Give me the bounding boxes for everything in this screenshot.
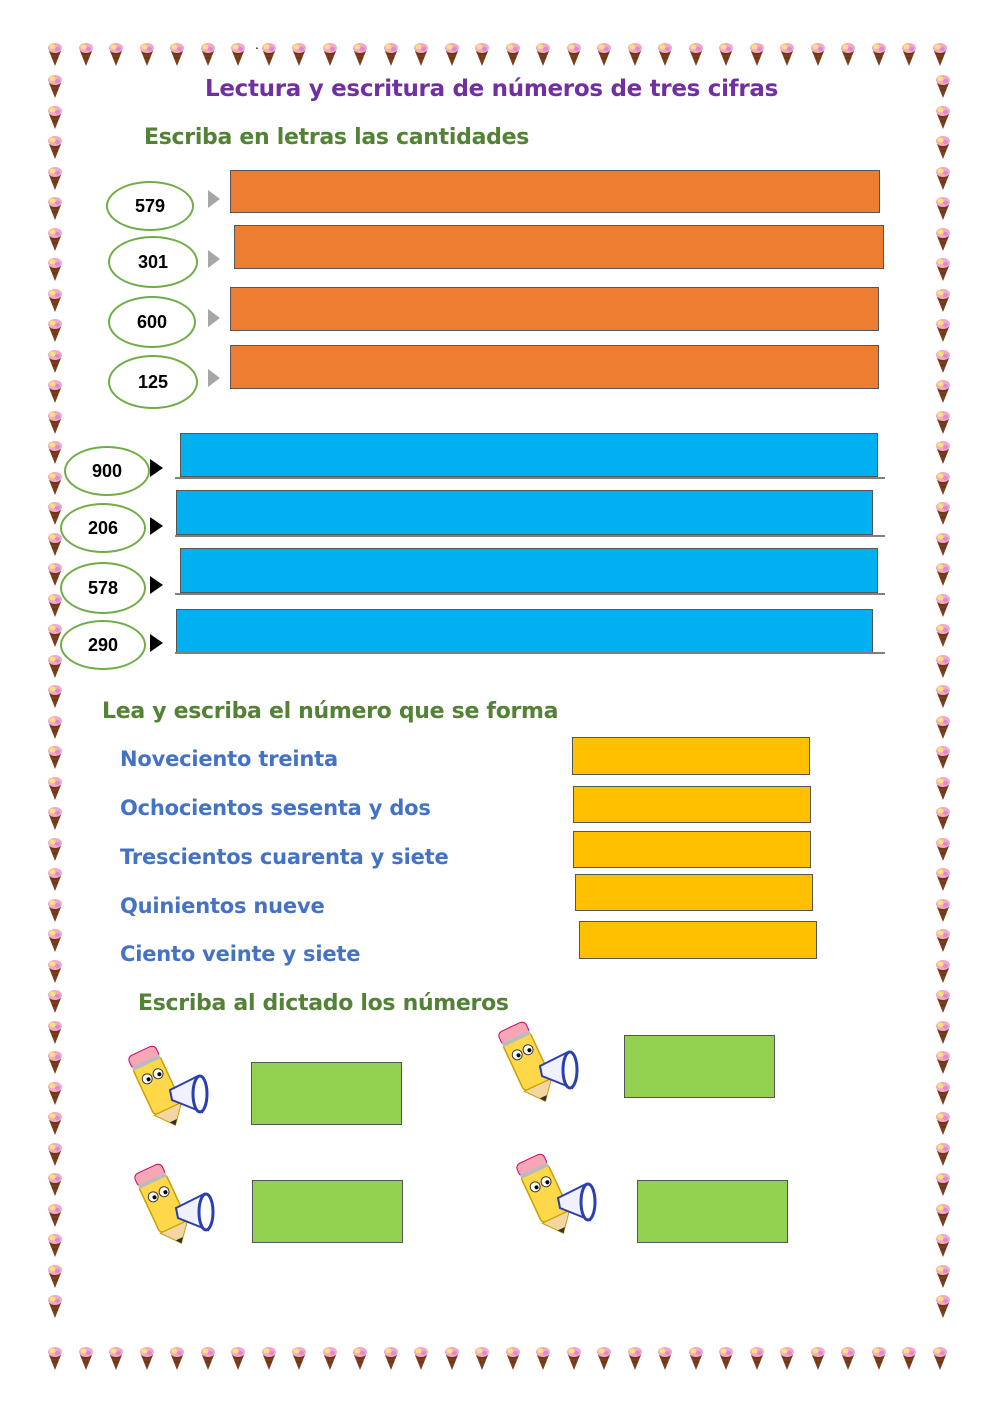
ice-cream-cone-icon [936,136,950,159]
ice-cream-cone-icon [48,868,62,891]
ice-cream-cone-icon [48,685,62,708]
ice-cream-cone-icon [48,716,62,739]
ice-cream-cone-icon [48,1204,62,1227]
ice-cream-cone-icon [936,533,950,556]
ice-cream-cone-icon [109,1347,123,1370]
ice-cream-cone-icon [936,289,950,312]
ice-cream-cone-icon [811,1347,825,1370]
ice-cream-cone-icon [936,502,950,525]
ice-cream-cone-icon [628,43,642,66]
ice-cream-cone-icon [936,899,950,922]
answer-box-yellow[interactable] [575,874,813,911]
writing-line [175,477,885,479]
ice-cream-cone-icon [689,43,703,66]
ice-cream-cone-icon [567,1347,581,1370]
ice-cream-cone-icon [780,1347,794,1370]
ice-cream-cone-icon [902,1347,916,1370]
ice-cream-cone-icon [48,1021,62,1044]
answer-bar-blue[interactable] [176,609,873,654]
ice-cream-cone-icon [48,502,62,525]
ice-cream-cone-icon [48,1112,62,1135]
ice-cream-cone-icon [201,1347,215,1370]
ice-cream-cone-icon [936,563,950,586]
arrow-right-icon [208,190,220,208]
ice-cream-cone-icon [48,777,62,800]
ice-cream-cone-icon [506,1347,520,1370]
ice-cream-cone-icon [48,1265,62,1288]
ice-cream-cone-icon [936,868,950,891]
pencil-megaphone-icon [508,1148,608,1238]
stray-dot: . [255,36,259,52]
ice-cream-cone-icon [658,43,672,66]
ice-cream-cone-icon [936,1112,950,1135]
ice-cream-cone-icon [936,624,950,647]
ice-cream-cone-icon [48,75,62,98]
ice-cream-cone-icon [936,258,950,281]
ice-cream-cone-icon [536,1347,550,1370]
ice-cream-cone-icon [936,960,950,983]
ice-cream-cone-icon [48,197,62,220]
writing-line [175,535,885,537]
number-phrase: Quinientos nueve [120,894,325,918]
ice-cream-cone-icon [262,1347,276,1370]
ice-cream-cone-icon [936,1265,950,1288]
ice-cream-cone-icon [48,838,62,861]
ice-cream-cone-icon [48,533,62,556]
ice-cream-cone-icon [811,43,825,66]
number-oval: 206 [60,503,146,553]
dictation-box[interactable] [624,1035,775,1098]
ice-cream-cone-icon [48,1051,62,1074]
number-oval: 579 [106,181,194,231]
ice-cream-cone-icon [231,43,245,66]
ice-cream-cone-icon [841,1347,855,1370]
arrow-right-icon [208,250,220,268]
ice-cream-cone-icon [48,1173,62,1196]
ice-cream-cone-icon [48,441,62,464]
ice-cream-cone-icon [872,43,886,66]
ice-cream-cone-icon [936,594,950,617]
dictation-box[interactable] [252,1180,403,1243]
ice-cream-cone-icon [936,746,950,769]
ice-cream-cone-icon [48,990,62,1013]
ice-cream-cone-icon [48,1234,62,1257]
ice-cream-cone-icon [140,43,154,66]
number-oval: 578 [60,562,146,614]
ice-cream-cone-icon [475,1347,489,1370]
ice-cream-cone-icon [658,1347,672,1370]
section3-heading: Escriba al dictado los números [138,991,509,1016]
ice-cream-cone-icon [936,106,950,129]
ice-cream-cone-icon [902,43,916,66]
answer-bar-blue[interactable] [180,433,878,477]
answer-bar-blue[interactable] [176,490,873,535]
ice-cream-cone-icon [841,43,855,66]
ice-cream-cone-icon [936,929,950,952]
ice-cream-cone-icon [48,472,62,495]
ice-cream-cone-icon [414,1347,428,1370]
ice-cream-cone-icon [936,1295,950,1318]
arrow-right-icon [150,517,163,535]
ice-cream-cone-icon [109,43,123,66]
number-oval: 900 [64,446,150,496]
ice-cream-cone-icon [48,167,62,190]
writing-line [175,652,885,654]
ice-cream-cone-icon [936,807,950,830]
ice-cream-cone-icon [597,43,611,66]
answer-box-yellow[interactable] [573,831,811,868]
ice-cream-cone-icon [384,1347,398,1370]
pencil-megaphone-icon [490,1016,590,1106]
ice-cream-cone-icon [48,807,62,830]
ice-cream-cone-icon [48,1082,62,1105]
ice-cream-cone-icon [170,43,184,66]
ice-cream-cone-icon [936,1234,950,1257]
number-phrase: Noveciento treinta [120,747,338,771]
ice-cream-cone-icon [353,43,367,66]
ice-cream-cone-icon [384,43,398,66]
ice-cream-cone-icon [48,136,62,159]
ice-cream-cone-icon [48,43,62,66]
arrow-right-icon [208,309,220,327]
ice-cream-cone-icon [323,43,337,66]
ice-cream-cone-icon [48,746,62,769]
ice-cream-cone-icon [936,716,950,739]
ice-cream-cone-icon [936,167,950,190]
ice-cream-cone-icon [414,43,428,66]
ice-cream-cone-icon [936,1051,950,1074]
ice-cream-cone-icon [262,43,276,66]
ice-cream-cone-icon [48,929,62,952]
ice-cream-cone-icon [323,1347,337,1370]
ice-cream-cone-icon [936,655,950,678]
ice-cream-cone-icon [936,990,950,1013]
ice-cream-cone-icon [79,1347,93,1370]
ice-cream-cone-icon [48,228,62,251]
ice-cream-cone-icon [170,1347,184,1370]
ice-cream-cone-icon [48,258,62,281]
ice-cream-cone-icon [936,411,950,434]
dictation-box[interactable] [251,1062,402,1125]
ice-cream-cone-icon [933,43,947,66]
ice-cream-cone-icon [353,1347,367,1370]
ice-cream-cone-icon [936,75,950,98]
ice-cream-cone-icon [445,1347,459,1370]
arrow-right-icon [150,459,163,477]
ice-cream-cone-icon [567,43,581,66]
answer-box-yellow[interactable] [573,786,811,823]
ice-cream-cone-icon [48,106,62,129]
ice-cream-cone-icon [936,1082,950,1105]
ice-cream-cone-icon [292,43,306,66]
ice-cream-cone-icon [48,1295,62,1318]
ice-cream-cone-icon [936,472,950,495]
ice-cream-cone-icon [719,43,733,66]
ice-cream-cone-icon [750,1347,764,1370]
ice-cream-cone-icon [936,1143,950,1166]
number-oval: 600 [108,296,196,348]
ice-cream-cone-icon [872,1347,886,1370]
answer-box-yellow[interactable] [579,921,817,959]
answer-box-yellow[interactable] [572,737,810,775]
ice-cream-cone-icon [445,43,459,66]
section1-heading: Escriba en letras las cantidades [144,125,529,150]
ice-cream-cone-icon [936,685,950,708]
ice-cream-cone-icon [48,655,62,678]
ice-cream-cone-icon [628,1347,642,1370]
ice-cream-cone-icon [933,1347,947,1370]
ice-cream-cone-icon [48,594,62,617]
ice-cream-cone-icon [48,289,62,312]
ice-cream-cone-icon [48,411,62,434]
ice-cream-cone-icon [48,1347,62,1370]
arrow-right-icon [150,576,163,594]
ice-cream-cone-icon [936,1204,950,1227]
ice-cream-cone-icon [936,838,950,861]
section2-heading: Lea y escriba el número que se forma [102,699,559,724]
ice-cream-cone-icon [689,1347,703,1370]
ice-cream-cone-icon [936,228,950,251]
ice-cream-cone-icon [48,350,62,373]
ice-cream-cone-icon [936,777,950,800]
number-oval: 125 [108,355,198,409]
arrow-right-icon [150,634,163,652]
ice-cream-cone-icon [936,441,950,464]
answer-bar-orange[interactable] [230,345,879,389]
ice-cream-cone-icon [48,899,62,922]
number-phrase: Trescientos cuarenta y siete [120,845,449,869]
answer-bar-orange[interactable] [230,287,879,331]
ice-cream-cone-icon [140,1347,154,1370]
number-oval: 290 [60,620,146,670]
answer-bar-orange[interactable] [234,225,884,269]
ice-cream-cone-icon [780,43,794,66]
ice-cream-cone-icon [936,380,950,403]
ice-cream-cone-icon [750,43,764,66]
ice-cream-cone-icon [936,197,950,220]
ice-cream-cone-icon [292,1347,306,1370]
ice-cream-cone-icon [475,43,489,66]
arrow-right-icon [208,369,220,387]
dictation-box[interactable] [637,1180,788,1243]
ice-cream-cone-icon [936,1021,950,1044]
ice-cream-cone-icon [48,960,62,983]
ice-cream-cone-icon [48,380,62,403]
number-phrase: Ciento veinte y siete [120,942,361,966]
number-oval: 301 [108,236,198,288]
number-phrase: Ochocientos sesenta y dos [120,796,431,820]
ice-cream-cone-icon [936,319,950,342]
ice-cream-cone-icon [719,1347,733,1370]
ice-cream-cone-icon [79,43,93,66]
answer-bar-orange[interactable] [230,170,880,213]
ice-cream-cone-icon [597,1347,611,1370]
ice-cream-cone-icon [506,43,520,66]
answer-bar-blue[interactable] [180,548,878,593]
pencil-megaphone-icon [126,1158,226,1248]
pencil-megaphone-icon [120,1040,220,1130]
ice-cream-cone-icon [936,1173,950,1196]
page-title: Lectura y escritura de números de tres cifras [205,76,779,102]
ice-cream-cone-icon [48,1143,62,1166]
ice-cream-cone-icon [201,43,215,66]
writing-line [175,593,885,595]
ice-cream-cone-icon [48,319,62,342]
ice-cream-cone-icon [936,350,950,373]
ice-cream-cone-icon [231,1347,245,1370]
ice-cream-cone-icon [536,43,550,66]
